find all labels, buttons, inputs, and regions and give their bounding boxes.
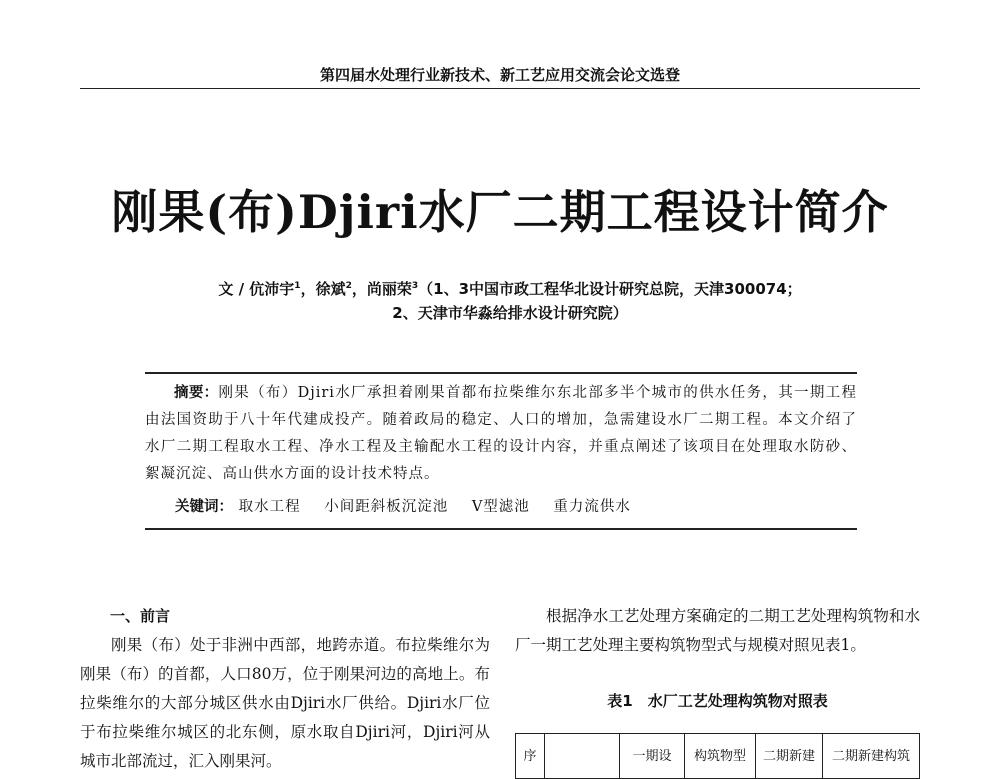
abstract-label: 摘要： [174,385,219,401]
keyword: 小间距斜板沉淀池 [324,499,449,515]
table-header-cell [545,734,620,779]
comparison-table [515,733,920,779]
author-prefix: 文 / [218,280,250,298]
affiliation-mark: 1 [294,281,301,291]
running-head: 第四届水处理行业新技术、新工艺应用交流会论文选登 [319,66,680,84]
abstract-bottom-rule [145,528,857,530]
table-header-cell: 二期新建构筑 [823,734,920,779]
abstract [145,380,857,488]
table-header-cell: 一期设 [620,734,685,779]
abstract-text: 刚果（布）Djiri水厂承担着刚果首都布拉柴维尔东北部多半个城市的供水任务，其一期工程由法国资助于八十年代建成投产。随着政局的稳定、人口的增加，急需建设水厂二期工程。本文介绍了水厂二期工程取水工程、净水工程及主输配水工程的设计内容，并重点阐述了该项目在处理取水防砂、絮凝沉淀、高山供水方面的设计技术特点。 [145,385,858,482]
author-name: 伉沛宇 [249,280,295,298]
right-paragraph: 根据净水工艺处理方案确定的二期工艺处理构筑物和水厂一期工艺处理主要构筑物型式与规模对照见表1。 [515,607,920,654]
author-line-1 [130,274,890,301]
paper-title: 刚果(布)Djiri水厂二期工程设计简介 [111,185,889,239]
keyword: V型滤池 [471,499,530,515]
author-separator: ， [300,280,316,298]
section-paragraph: 刚果（布）处于非洲中西部，地跨赤道。布拉柴维尔为刚果（布）的首都，人口80万，位于刚果河边的高地上。布拉柴维尔的大部分城区供水由Djiri水厂供给。Djiri水厂位于布拉柴维尔城区的北东侧，原水取自Djiri河，Djiri河从城市北部流过，汇入刚果河。 [80,636,490,770]
keywords [175,494,649,521]
author-name: 尚丽荣 [366,280,412,298]
keyword: 取水工程 [238,499,301,515]
author-separator: ， [351,280,367,298]
table-caption: 表1 水厂工艺处理构筑物对照表 [607,692,828,710]
keywords-label: 关键词： [175,499,233,515]
keyword: 重力流供水 [553,499,631,515]
right-column [515,602,920,660]
table-header-row [516,734,920,779]
author-block [130,274,890,325]
table-header-cell: 构筑物型 [685,734,756,779]
affiliation-line-1: （1、3中国市政工程华北设计研究总院，天津300074； [418,280,802,298]
abstract-top-rule [145,372,857,374]
table-header-cell: 二期新建 [756,734,823,779]
left-column [80,602,490,776]
affiliation-mark: 2 [345,281,352,291]
author-name: 徐斌 [315,280,346,298]
section-heading: 一、前言 [110,607,171,625]
header-rule [80,88,920,89]
affiliation-mark: 3 [411,281,419,291]
table-header-cell: 序 [516,734,545,779]
affiliation-line-2: 2、天津市华淼给排水设计研究院） [392,304,628,322]
